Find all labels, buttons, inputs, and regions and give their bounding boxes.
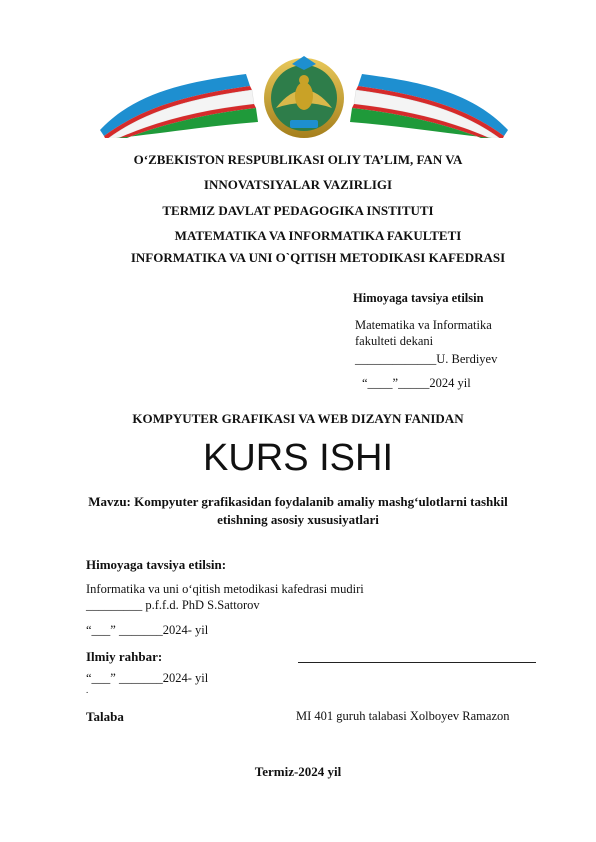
defense-date: “___” _______2024- yil <box>86 623 209 637</box>
state-emblem-image <box>96 52 512 138</box>
footer-city-year: Termiz-2024 yil <box>254 764 342 779</box>
topic-line-1: Mavzu: Kompyuter grafikasidan foydalanib amaliy mashg‘ulotlarni tashkil <box>88 494 508 509</box>
approval-date: “____”_____2024 yil <box>362 376 471 390</box>
faculty-name: MATEMATIKA VA INFORMATIKA FAKULTETI <box>174 228 462 243</box>
advisor-date: “___” _______2024- yil <box>86 671 209 685</box>
subject-title: KOMPYUTER GRAFIKASI VA WEB DIZAYN FANIDAN <box>132 411 464 426</box>
emblem-bird-icon <box>264 56 344 138</box>
department-name: INFORMATIKA VA UNI O`QITISH METODIKASI KAFEDRASI <box>130 250 506 265</box>
advisor-label: Ilmiy rahbar: <box>86 649 163 664</box>
head-signature: _________ p.f.f.d. PhD S.Sattorov <box>86 598 260 612</box>
right-flag-icon <box>350 74 508 138</box>
student-label: Talaba <box>86 709 124 724</box>
defense-title: Himoyaga tavsiya etilsin: <box>86 557 227 572</box>
dean-signature: _____________U. Berdiyev <box>355 352 498 366</box>
student-name: MI 401 guruh talabasi Xolboyev Ramazon <box>296 709 510 723</box>
defense-line-1: Informatika va uni o‘qitish metodikasi kafedrasi mudiri <box>86 582 364 596</box>
approval-line-1: Matematika va Informatika <box>355 318 492 332</box>
ministry-line-1: O‘ZBEKISTON RESPUBLIKASI OLIY TA’LIM, FAN VA <box>133 152 463 167</box>
institute-name: TERMIZ DAVLAT PEDAGOGIKA INSTITUTI <box>162 203 434 218</box>
left-flag-icon <box>100 74 258 138</box>
approval-title: Himoyaga tavsiya etilsin <box>353 291 484 305</box>
document-type-title: KURS ISHI <box>202 437 394 479</box>
advisor-dot: . <box>86 685 89 695</box>
topic-line-2: etishning asosiy xususiyatlari <box>217 512 379 527</box>
ministry-line-2: INNOVATSIYALAR VAZIRLIGI <box>203 177 393 192</box>
advisor-signature-line <box>298 662 536 663</box>
approval-line-2: fakulteti dekani <box>355 334 434 348</box>
